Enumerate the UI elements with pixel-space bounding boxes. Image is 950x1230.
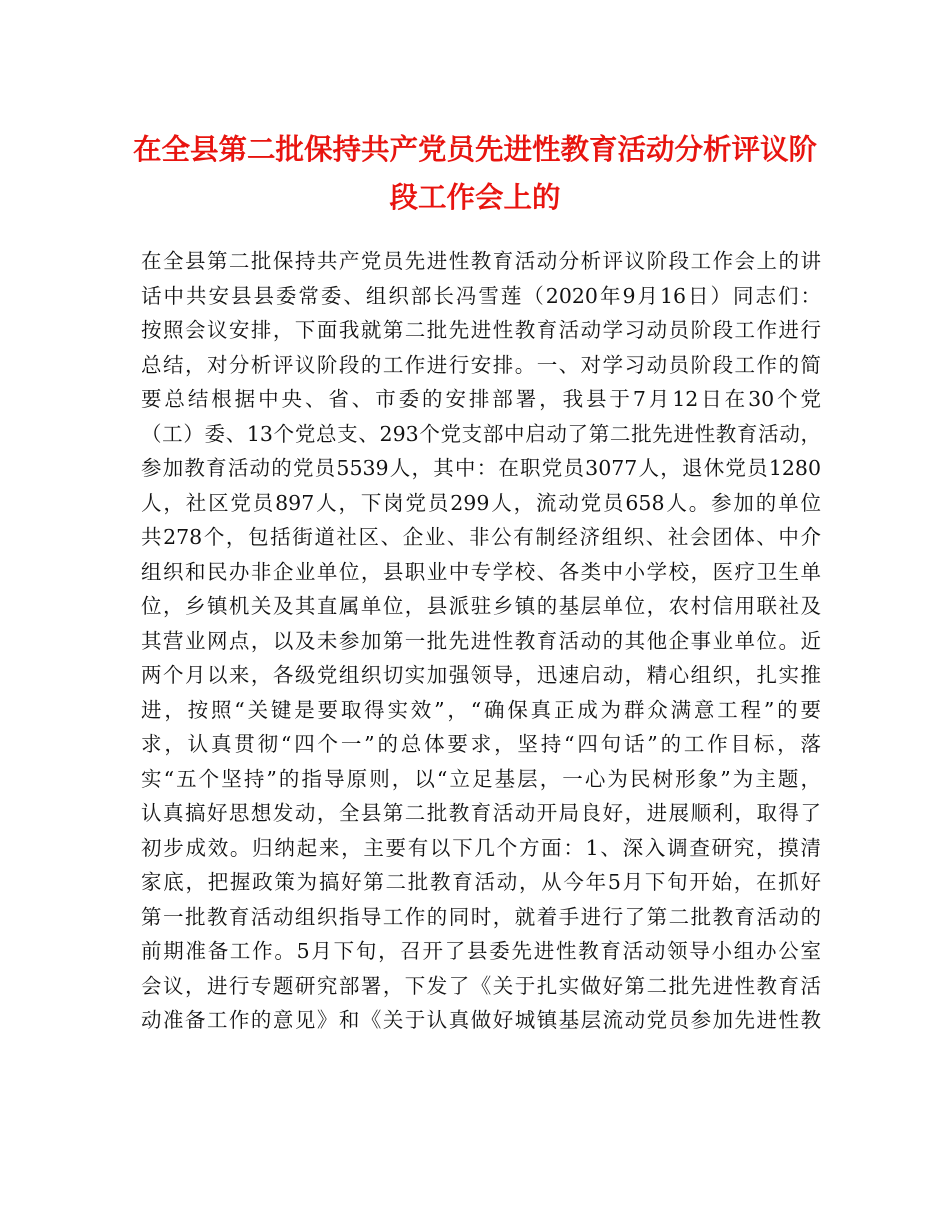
body-line: 动准备工作的意见》和《关于认真做好城镇基层流动党员参加先进性教 — [141, 1008, 821, 1032]
body-line: 会议，进行专题研究部署，下发了《关于扎实做好第二批先进性教育活 — [141, 973, 821, 998]
title-line: 在全县第二批保持共产党员先进性教育活动分析评议阶 — [132, 133, 817, 166]
body-line: 实“五个坚持”的指导原则，以“立足基层，一心为民树形象”为主题， — [141, 766, 821, 791]
body-line: 组织和民办非企业单位，县职业中专学校、各类中小学校，医疗卫生单 — [141, 559, 821, 584]
body-line: 总结，对分析评议阶段的工作进行安排。一、对学习动员阶段工作的简 — [141, 352, 821, 377]
body-line: 初步成效。归纳起来，主要有以下几个方面：1、深入调查研究，摸清 — [141, 835, 821, 860]
body-line: 位，乡镇机关及其直属单位，县派驻乡镇的基层单位，农村信用联社及 — [141, 594, 821, 618]
body-line: 人，社区党员897人，下岗党员299人，流动党员658人。参加的单位 — [141, 490, 821, 515]
body-line: 在全县第二批保持共产党员先进性教育活动分析评议阶段工作会上的讲 — [141, 249, 821, 273]
body-line: 认真搞好思想发动，全县第二批教育活动开局良好，进展顺利，取得了 — [141, 801, 821, 825]
body-line: （工）委、13个党总支、293个党支部中启动了第二批先进性教育活动， — [141, 421, 821, 446]
title-line: 段工作会上的 — [389, 181, 561, 214]
body-line: 进，按照“关键是要取得实效”，“确保真正成为群众满意工程”的要 — [141, 697, 821, 722]
body-line: 共278个，包括街道社区、企业、非公有制经济组织、社会团体、中介 — [141, 525, 821, 549]
body-line: 其营业网点，以及未参加第一批先进性教育活动的其他企事业单位。近 — [141, 628, 821, 653]
body-line: 求，认真贯彻“四个一”的总体要求，坚持“四句话”的工作目标，落 — [141, 732, 821, 756]
body-line: 话中共安县县委常委、组织部长冯雪莲（2020年9月16日）同志们： — [141, 283, 821, 308]
body-line: 按照会议安排，下面我就第二批先进性教育活动学习动员阶段工作进行 — [141, 318, 821, 342]
body-line: 第一批教育活动组织指导工作的同时，就着手进行了第二批教育活动的 — [141, 904, 821, 929]
body-line: 前期准备工作。5月下旬，召开了县委先进性教育活动领导小组办公室 — [141, 939, 821, 963]
body-line: 参加教育活动的党员5539人，其中：在职党员3077人，退休党员1280 — [141, 456, 821, 480]
body-line: 要总结根据中央、省、市委的安排部署，我县于7月12日在30个党 — [141, 387, 821, 411]
body-line: 家底，把握政策为搞好第二批教育活动，从今年5月下旬开始，在抓好 — [141, 870, 821, 894]
body-line: 两个月以来，各级党组织切实加强领导，迅速启动，精心组织，扎实推 — [141, 663, 821, 687]
document-title — [120, 126, 830, 222]
document-body — [141, 244, 821, 1038]
